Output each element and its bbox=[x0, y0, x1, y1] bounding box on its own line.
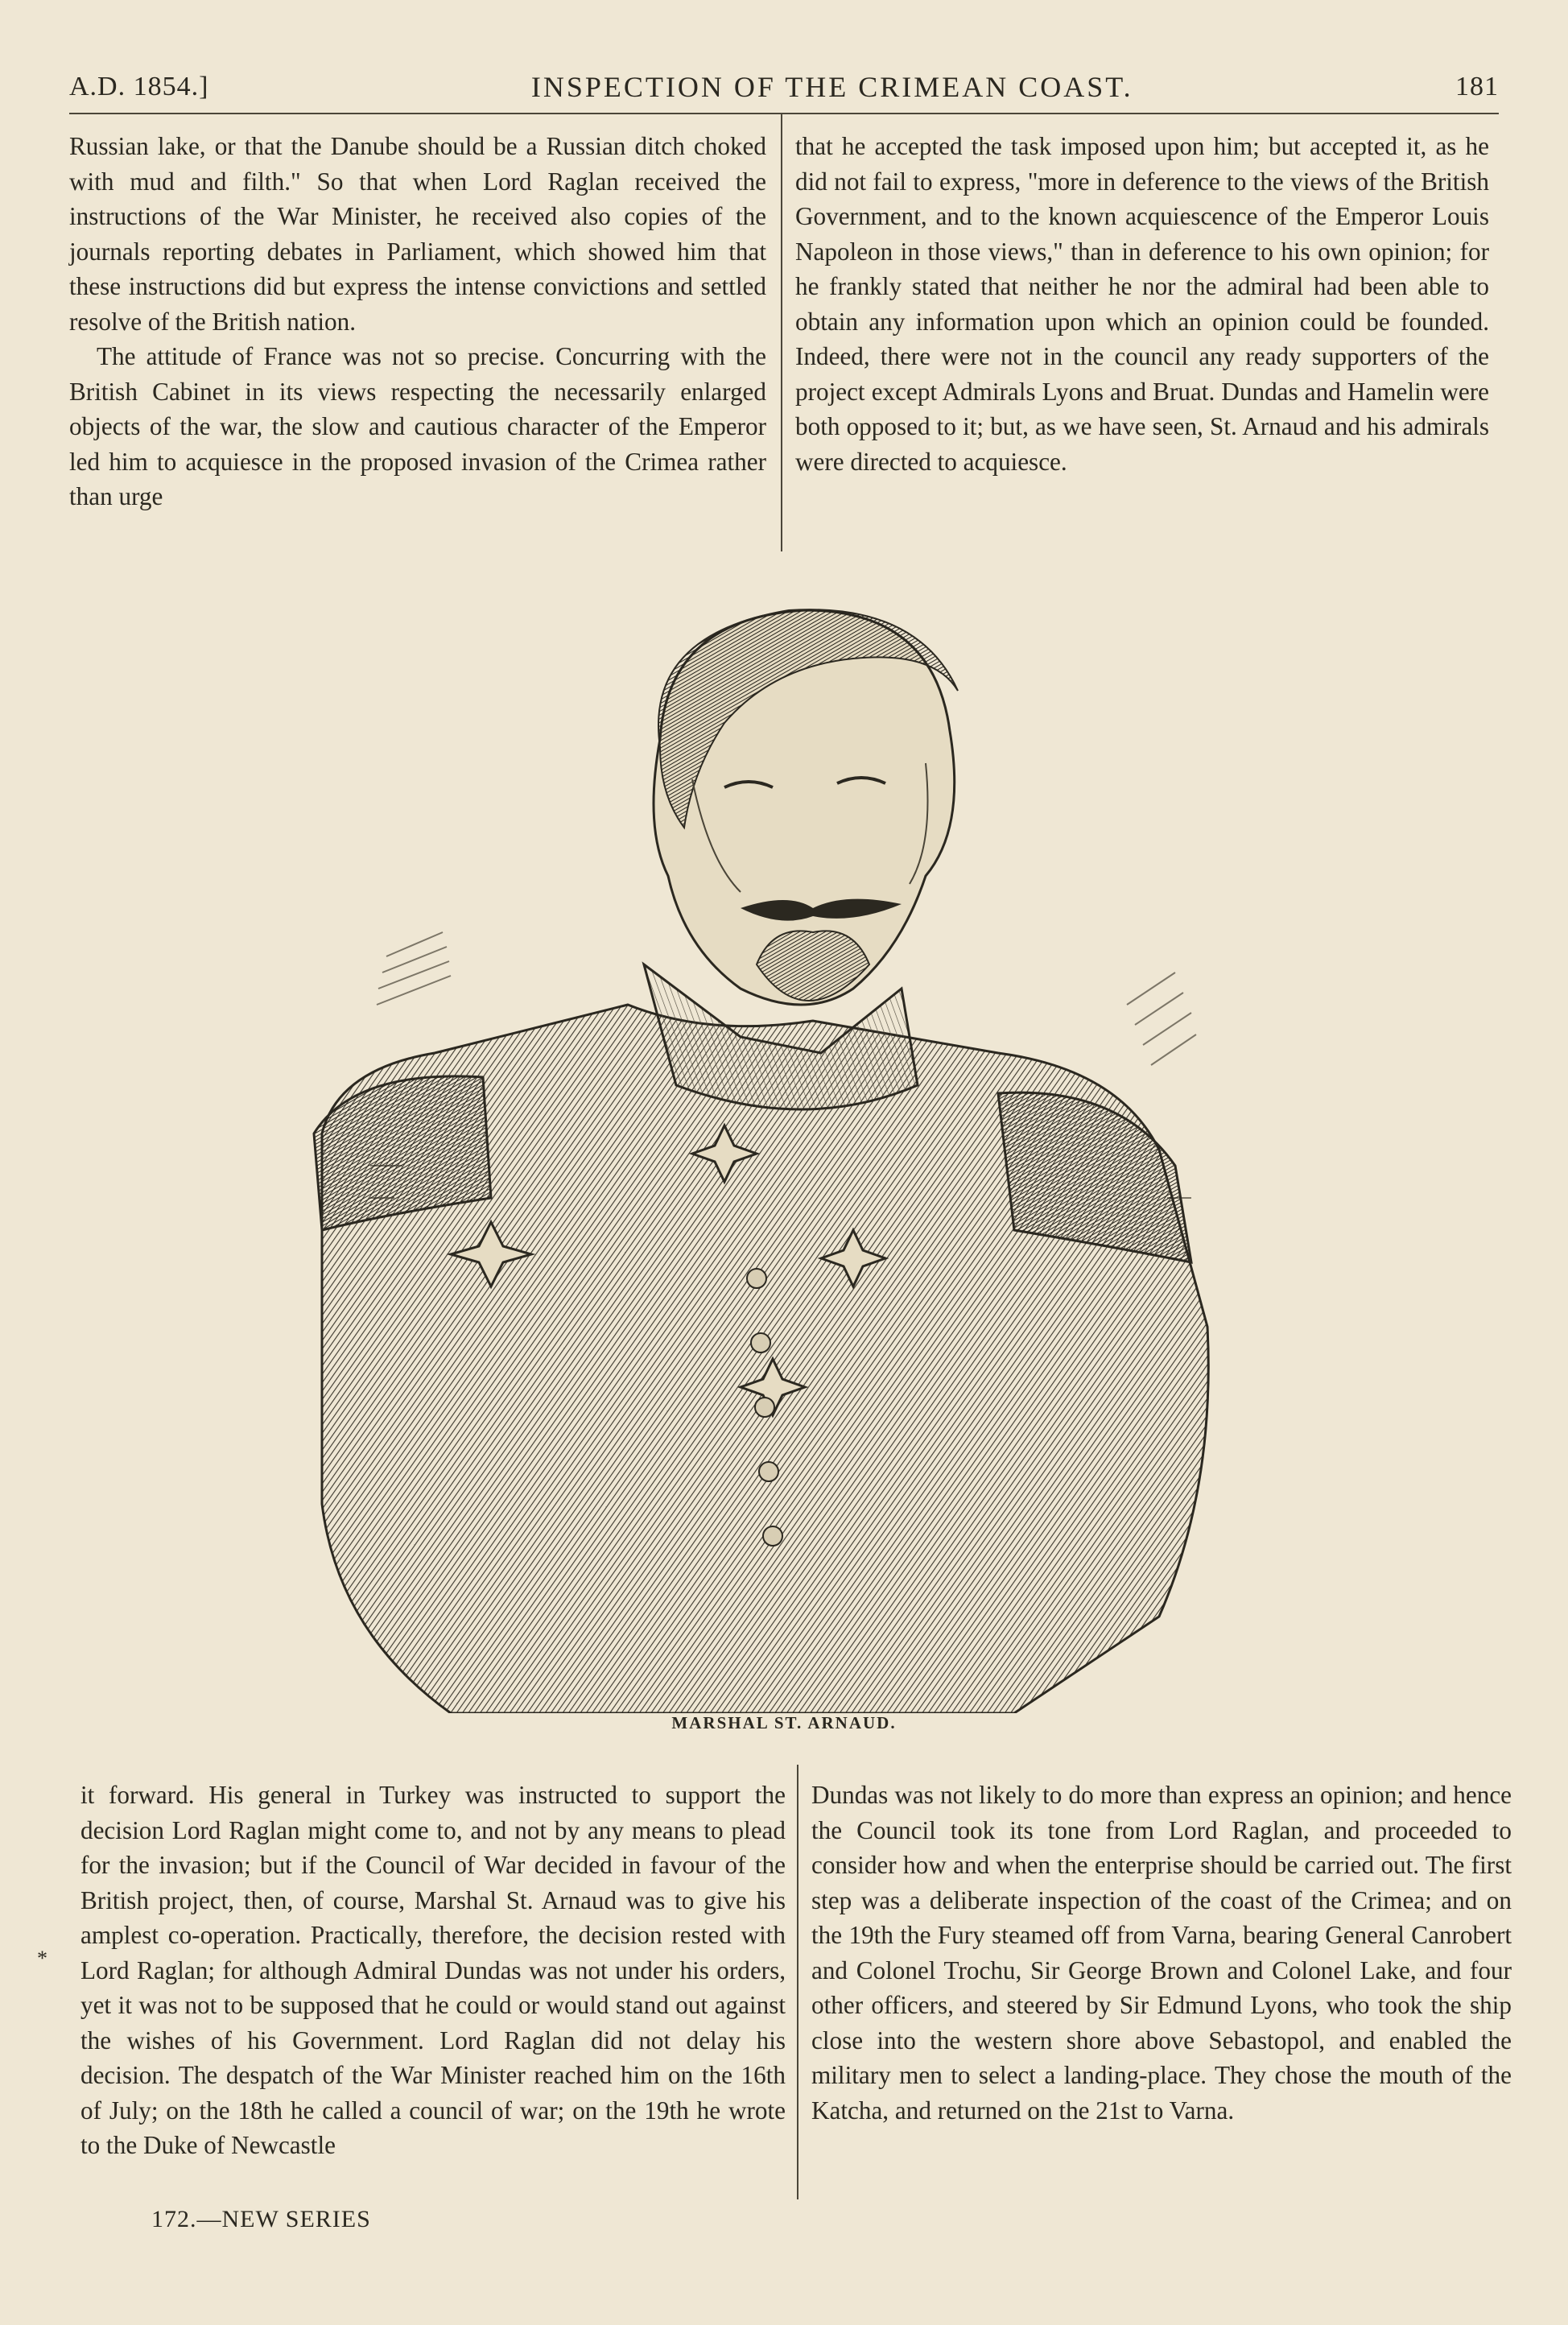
column-divider bbox=[797, 1765, 798, 2199]
paragraph: Dundas was not likely to do more than express an opinion; and hence the Council took its tone from Lord Raglan, and proceeded to consider how and when the enterprise should be carried out. The first step was a deliberate inspection of the coast of the Crimea; and on the 19th the Fury steamed off from Varna, bearing General Canrobert and Colonel Trochu, Sir George Brown and Colonel Lake, and four other officers, and steered by Sir Edmund Lyons, who took the ship close into the western shore above Sebastopol, and enabled the military men to select a landing-place. They chose the mouth of the Katcha, and returned on the 21st to Varna. bbox=[811, 1781, 1512, 2125]
column-bottom-left bbox=[80, 1778, 786, 2163]
paragraph: that he accepted the task imposed upon him; but accepted it, as he did not fail to express, "more in deference to the views of the British Government, and to the known acquiescence of the Emperor Louis Napoleon in those views," than in deference to his own opinion; for he frankly stated that neither he nor the admiral had been able to obtain any information upon which an opinion could be founded. Indeed, there were not in the council any ready supporters of the project except Admirals Lyons and Bruat. Dundas and Hamelin were both opposed to it; but, as we have seen, St. Arnaud and his admirals were directed to acquiesce. bbox=[795, 132, 1489, 476]
page-number: 181 bbox=[1455, 72, 1499, 101]
column-divider bbox=[781, 113, 782, 551]
header-title: INSPECTION OF THE CRIMEAN COAST. bbox=[530, 71, 1133, 103]
column-top-right bbox=[795, 129, 1489, 479]
signature-mark: 172.—NEW SERIES bbox=[151, 2206, 371, 2232]
paragraph: Russian lake, or that the Danube should be a Russian ditch choked with mud and filth." So that when Lord Raglan received the instructions of the War Minister, he received also copies of the journals reporting debates in Parliament, which showed him that these instructions did but express the intense convictions and settled resolve of the British nation. bbox=[69, 132, 766, 336]
running-header bbox=[69, 63, 1499, 111]
paragraph: The attitude of France was not so precise. Concurring with the British Cabinet in its views respecting the necessarily enlarged objects of the war, the slow and cautious character of the Emperor led him to acquiesce in the proposed invasion of the Crimea rather than urge bbox=[69, 342, 766, 510]
paragraph: it forward. His general in Turkey was instructed to support the decision Lord Raglan might come to, and not by any means to plead for the invasion; but if the Council of War decided in favour of the British project, then, of course, Marshal St. Arnaud was to give his amplest co-operation. Practically, therefore, the decision rested with Lord Raglan; for although Admiral Dundas was not under his orders, yet it was not to be supposed that he could or would stand out against the wishes of his Government. Lord Raglan did not delay his decision. The despatch of the War Minister reached him on the 16th of July; on the 18th he called a council of war; on the 19th he wrote to the Duke of Newcastle bbox=[80, 1781, 786, 2159]
margin-mark: * bbox=[37, 1947, 47, 1970]
header-date: A.D. 1854.] bbox=[69, 72, 209, 101]
column-top-left bbox=[69, 129, 766, 514]
header-rule bbox=[69, 113, 1499, 114]
column-bottom-right bbox=[811, 1778, 1512, 2128]
portrait-engraving bbox=[290, 586, 1272, 1713]
figure-caption: MARSHAL ST. ARNAUD. bbox=[671, 1713, 897, 1732]
